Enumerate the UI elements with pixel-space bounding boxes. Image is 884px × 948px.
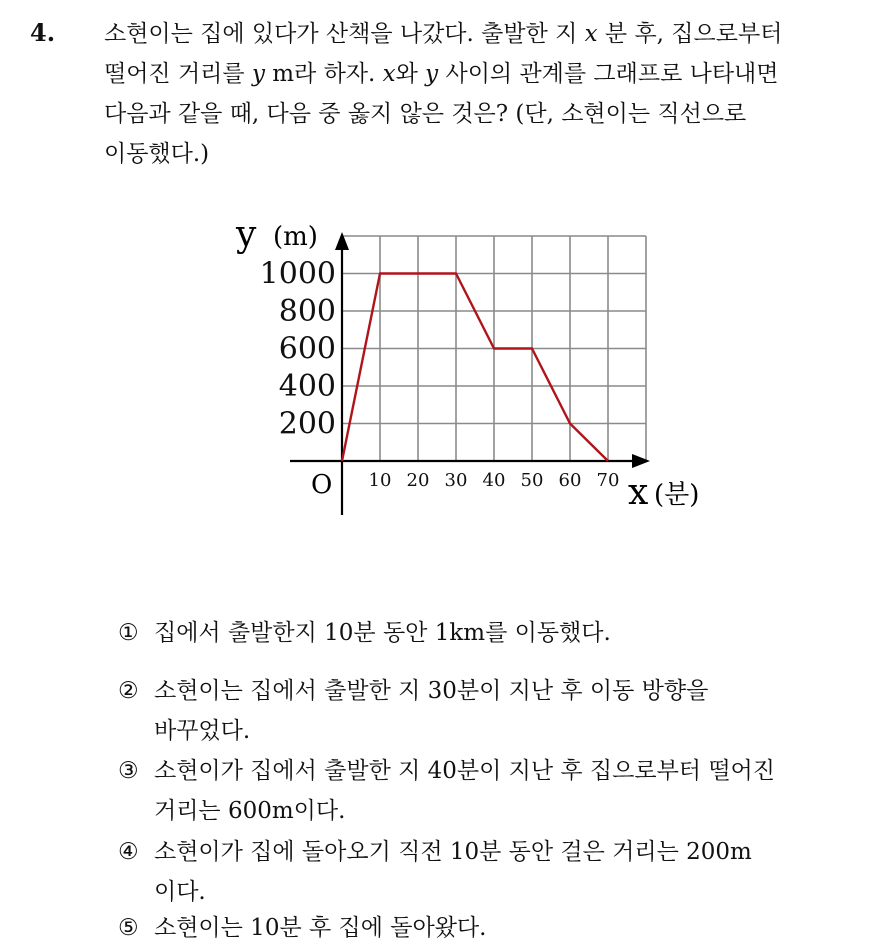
choice-4[interactable] — [118, 832, 858, 912]
stem-line-4: 이동했다.) — [104, 134, 874, 174]
x-tick-label: 50 — [521, 470, 544, 491]
x-tick-label: 70 — [597, 470, 620, 491]
var-y: y — [425, 61, 438, 87]
choice-text: 소현이는 10분 후 집에 돌아왔다. — [154, 915, 486, 941]
stem-text: 와 — [396, 61, 426, 87]
y-axis-label: y — [235, 214, 257, 255]
choice-mark: ③ — [118, 751, 154, 791]
choice-text: 소현이는 집에서 출발한 지 30분이 지난 후 이동 방향을 — [154, 678, 708, 704]
x-tick-label: 20 — [407, 470, 430, 491]
series-line — [342, 274, 608, 462]
choice-text-cont: 거리는 600m이다. — [118, 791, 858, 831]
choice-5[interactable] — [118, 908, 858, 948]
y-tick-label: 1000 — [260, 257, 336, 292]
stem-text: 떨어진 거리를 — [104, 61, 252, 87]
choice-2[interactable] — [118, 671, 858, 751]
x-axis-label: x — [628, 472, 648, 513]
x-tick-label: 30 — [445, 470, 468, 491]
y-axis-arrow — [335, 232, 349, 250]
y-tick-label: 800 — [279, 294, 336, 329]
var-y: y — [252, 61, 265, 87]
choice-mark: ④ — [118, 832, 154, 872]
choice-text: 소현이가 집에서 출발한 지 40분이 지난 후 집으로부터 떨어진 — [154, 758, 775, 784]
choice-text: 집에서 출발한지 10분 동안 1km를 이동했다. — [154, 620, 611, 646]
x-tick-label: 10 — [369, 470, 392, 491]
y-tick-label: 400 — [279, 369, 336, 404]
stem-line-3: 다음과 같을 때, 다음 중 옳지 않은 것은? (단, 소현이는 직선으로 — [104, 94, 874, 134]
x-axis-unit: (분) — [654, 480, 699, 510]
choice-3[interactable] — [118, 751, 858, 831]
choice-text-cont: 바꾸었다. — [118, 711, 858, 751]
choice-mark: ① — [118, 613, 154, 653]
choice-mark: ② — [118, 671, 154, 711]
stem-text: m라 하자. — [265, 61, 383, 87]
origin-label: O — [311, 470, 332, 500]
stem-text: 사이의 관계를 그래프로 나타내면 — [438, 61, 778, 87]
chart-series — [342, 273, 608, 461]
x-tick-label: 60 — [559, 470, 582, 491]
x-axis-arrow — [632, 454, 650, 468]
y-tick-label: 200 — [279, 407, 336, 442]
y-axis-unit: (m) — [273, 222, 318, 252]
chart-tick-labels — [260, 257, 620, 492]
question-number: 4. — [30, 18, 55, 47]
choice-1[interactable] — [118, 613, 858, 653]
y-tick-label: 600 — [279, 332, 336, 367]
choice-mark: ⑤ — [118, 908, 154, 948]
stem-text: 분 후, 집으로부터 — [598, 21, 783, 47]
var-x: x — [585, 21, 598, 47]
x-tick-label: 40 — [483, 470, 506, 491]
var-x: x — [383, 61, 396, 87]
choice-text-cont: 이다. — [118, 872, 858, 912]
stem-text: 소현이는 집에 있다가 산책을 나갔다. 출발한 지 — [104, 21, 585, 47]
choice-text: 소현이가 집에 돌아오기 직전 10분 동안 걸은 거리는 200m — [154, 839, 752, 865]
